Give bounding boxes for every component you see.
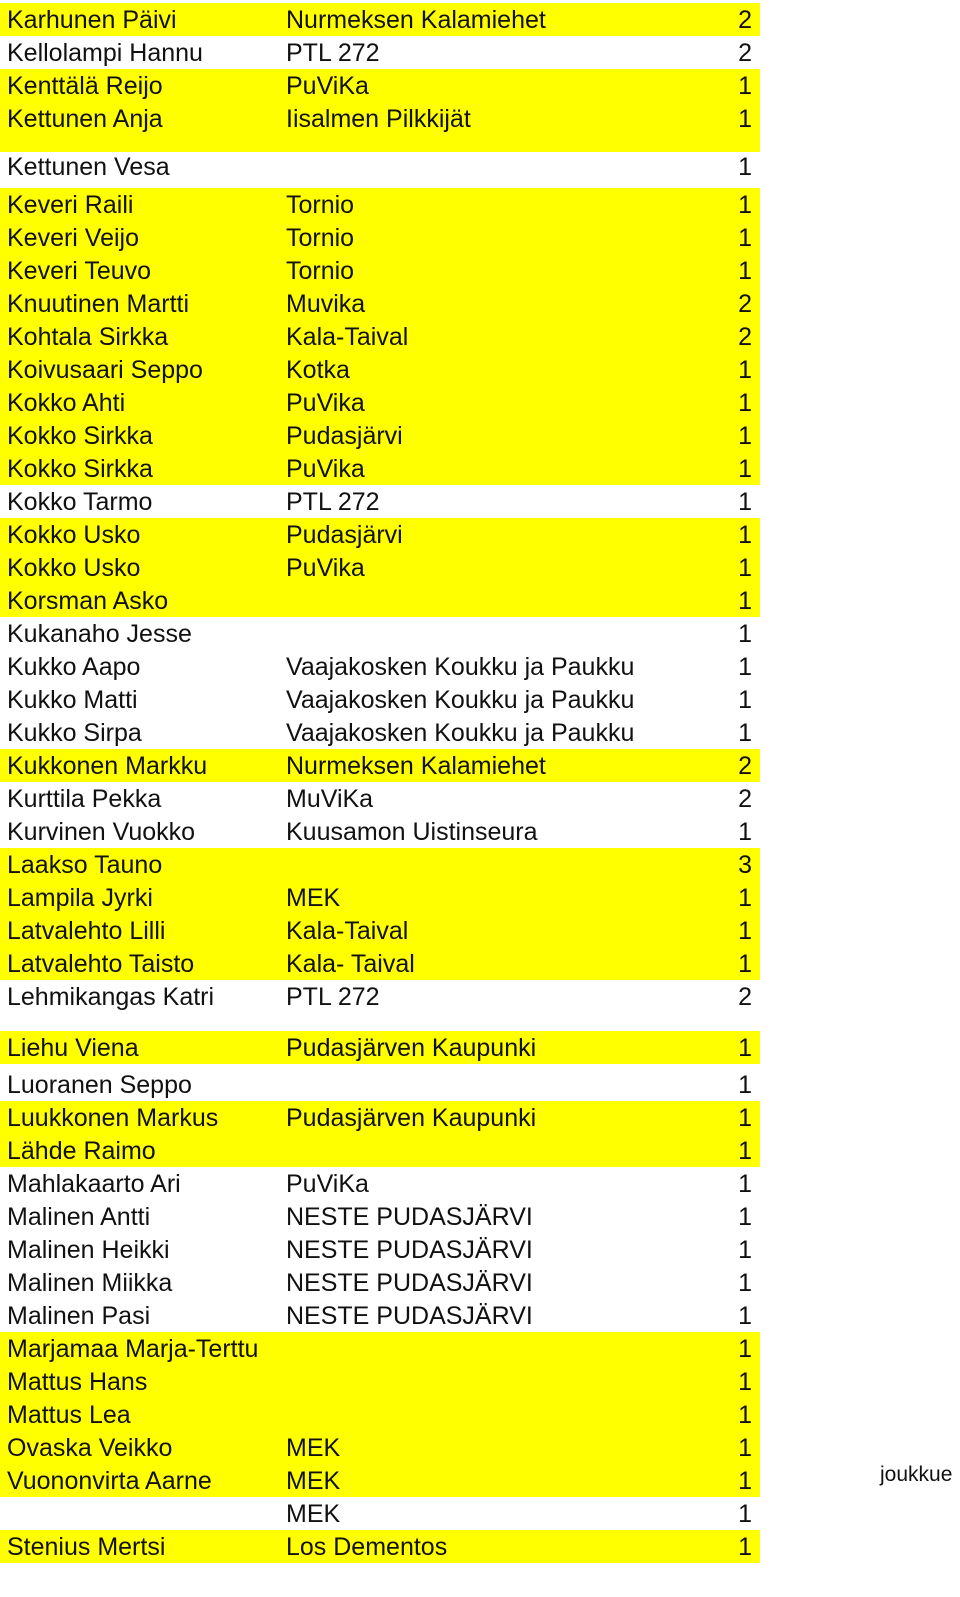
cell-count: 1 [738,1104,752,1132]
table-row [0,1299,760,1332]
side-note: joukkue [880,1463,953,1486]
cell-name: Malinen Miikka [7,1269,173,1297]
table-row [0,1365,760,1398]
cell-club: MEK [286,1467,341,1495]
cell-count: 1 [738,1368,752,1396]
cell-club: Pudasjärven Kaupunki [286,1104,537,1132]
cell-name: Laakso Tauno [7,851,163,879]
cell-name: Kukkonen Markku [7,752,208,780]
cell-count: 1 [738,1533,752,1561]
cell-count: 1 [738,1203,752,1231]
table-row [0,650,760,683]
cell-count: 1 [738,224,752,252]
cell-club: Nurmeksen Kalamiehet [286,6,546,34]
cell-name: Marjamaa Marja-Terttu [7,1335,259,1363]
cell-count: 1 [738,257,752,285]
table-row [0,320,760,353]
cell-name: Kokko Ahti [7,389,126,417]
cell-club: PTL 272 [286,983,380,1011]
cell-club: PuVika [286,455,365,483]
table-row [0,551,760,584]
cell-name: Kukko Sirpa [7,719,142,747]
table-row [0,980,760,1013]
cell-club: Kala-Taival [286,323,409,351]
cell-club: PuVika [286,389,365,417]
cell-name: Luoranen Seppo [7,1071,192,1099]
cell-count: 1 [738,153,752,181]
table-row [0,848,760,881]
cell-name: Ovaska Veikko [7,1434,173,1462]
cell-count: 1 [738,105,752,133]
cell-club: NESTE PUDASJÄRVI [286,1269,533,1297]
cell-name: Kokko Usko [7,554,141,582]
cell-count: 1 [738,488,752,516]
cell-club: PuViKa [286,72,369,100]
cell-count: 1 [738,554,752,582]
cell-club: PuViKa [286,1170,369,1198]
cell-count: 1 [738,917,752,945]
table-row [0,386,760,419]
table-row [0,69,760,102]
cell-count: 1 [738,1335,752,1363]
cell-club: Pudasjärvi [286,422,403,450]
cell-club: PuVika [286,554,365,582]
table-row [0,1167,760,1200]
cell-count: 2 [738,983,752,1011]
cell-name: Korsman Asko [7,587,169,615]
cell-count: 1 [738,1170,752,1198]
cell-count: 1 [738,1236,752,1264]
table-row [0,419,760,452]
cell-name: Kurvinen Vuokko [7,818,196,846]
cell-count: 1 [738,950,752,978]
cell-club: Iisalmen Pilkkijät [286,105,471,133]
cell-club: NESTE PUDASJÄRVI [286,1302,533,1330]
table-row [0,353,760,386]
cell-name: Malinen Pasi [7,1302,151,1330]
table-row [0,188,760,221]
cell-count: 1 [738,1269,752,1297]
cell-count: 2 [738,785,752,813]
cell-count: 2 [738,290,752,318]
cell-name: Lähde Raimo [7,1137,156,1165]
table-row [0,1101,760,1134]
cell-count: 1 [738,389,752,417]
cell-name: Latvalehto Taisto [7,950,195,978]
cell-count: 3 [738,851,752,879]
table-row [0,683,760,716]
table-row [0,287,760,320]
cell-club: Vaajakosken Koukku ja Paukku [286,653,635,681]
cell-name: Malinen Heikki [7,1236,170,1264]
table-row [0,617,760,650]
cell-name: Kokko Sirkka [7,422,153,450]
cell-name: Kokko Sirkka [7,455,153,483]
cell-name: Kukko Aapo [7,653,141,681]
cell-name: Kellolampi Hannu [7,39,203,67]
cell-name: Kettunen Vesa [7,153,170,181]
table-row [0,1497,760,1530]
cell-name: Koivusaari Seppo [7,356,203,384]
cell-name: Keveri Veijo [7,224,140,252]
cell-club: Pudasjärvi [286,521,403,549]
cell-count: 1 [738,455,752,483]
cell-club: PTL 272 [286,39,380,67]
table-row [0,221,760,254]
cell-count: 1 [738,1500,752,1528]
cell-name: Kukanaho Jesse [7,620,192,648]
cell-club: Kotka [286,356,350,384]
cell-count: 2 [738,6,752,34]
cell-club: NESTE PUDASJÄRVI [286,1203,533,1231]
cell-club: MEK [286,884,341,912]
cell-name: Kohtala Sirkka [7,323,169,351]
table-row [0,452,760,485]
table-row [0,1031,760,1064]
cell-count: 1 [738,653,752,681]
table-row [0,716,760,749]
cell-name: Vuononvirta Aarne [7,1467,212,1495]
cell-name: Lampila Jyrki [7,884,153,912]
cell-count: 1 [738,1467,752,1495]
cell-count: 1 [738,1034,752,1062]
table-row [0,1431,760,1464]
table-row [0,518,760,551]
table-row [0,881,760,914]
table-row [0,749,760,782]
cell-name: Kokko Tarmo [7,488,153,516]
cell-club: MuViKa [286,785,374,813]
table-row [0,1530,760,1563]
cell-name: Keveri Raili [7,191,134,219]
table-row [0,782,760,815]
cell-count: 1 [738,72,752,100]
table-row [0,1134,760,1167]
cell-club: Nurmeksen Kalamiehet [286,752,546,780]
cell-count: 2 [738,39,752,67]
table-row [0,1200,760,1233]
table-row [0,1464,760,1497]
cell-club: Los Dementos [286,1533,448,1561]
cell-name: Luukkonen Markus [7,1104,219,1132]
cell-count: 1 [738,818,752,846]
cell-count: 1 [738,719,752,747]
table-row [0,3,760,36]
cell-count: 2 [738,752,752,780]
cell-club: Tornio [286,224,355,252]
table-row [0,914,760,947]
cell-count: 1 [738,356,752,384]
cell-club: Muvika [286,290,366,318]
cell-name: Mattus Hans [7,1368,148,1396]
table-row [0,1332,760,1365]
table-row [0,815,760,848]
cell-name: Liehu Viena [7,1034,139,1062]
cell-count: 2 [738,323,752,351]
table-row [0,36,760,69]
table-row [0,102,760,152]
table-row [0,1266,760,1299]
cell-name: Keveri Teuvo [7,257,152,285]
cell-name: Lehmikangas Katri [7,983,215,1011]
cell-count: 1 [738,521,752,549]
cell-name: Kettunen Anja [7,105,163,133]
cell-count: 1 [738,1401,752,1429]
cell-club: MEK [286,1500,341,1528]
cell-name: Mattus Lea [7,1401,131,1429]
cell-name: Karhunen Päivi [7,6,177,34]
cell-club: PTL 272 [286,488,380,516]
cell-name: Stenius Mertsi [7,1533,166,1561]
cell-count: 1 [738,686,752,714]
cell-name: Mahlakaarto Ari [7,1170,181,1198]
cell-name: Knuutinen Martti [7,290,190,318]
cell-name: Latvalehto Lilli [7,917,166,945]
cell-club: Kala- Taival [286,950,415,978]
cell-club: NESTE PUDASJÄRVI [286,1236,533,1264]
cell-club: Pudasjärven Kaupunki [286,1034,537,1062]
cell-count: 1 [738,620,752,648]
cell-club: Vaajakosken Koukku ja Paukku [286,719,635,747]
cell-club: Kuusamon Uistinseura [286,818,538,846]
cell-club: Vaajakosken Koukku ja Paukku [286,686,635,714]
cell-name: Kukko Matti [7,686,138,714]
cell-club: MEK [286,1434,341,1462]
cell-club: Tornio [286,191,355,219]
cell-count: 1 [738,1137,752,1165]
cell-count: 1 [738,191,752,219]
table-row [0,1233,760,1266]
table-row [0,1398,760,1431]
cell-count: 1 [738,884,752,912]
cell-name: Kenttälä Reijo [7,72,163,100]
cell-count: 1 [738,1434,752,1462]
cell-count: 1 [738,587,752,615]
table-row [0,947,760,980]
cell-club: Kala-Taival [286,917,409,945]
cell-name: Malinen Antti [7,1203,151,1231]
table-row [0,485,760,518]
cell-name: Kokko Usko [7,521,141,549]
cell-count: 1 [738,1071,752,1099]
cell-count: 1 [738,422,752,450]
table-row [0,1068,760,1101]
cell-count: 1 [738,1302,752,1330]
cell-club: Tornio [286,257,355,285]
cell-name: Kurttila Pekka [7,785,162,813]
table-row [0,584,760,617]
table-row [0,150,760,183]
table-row [0,254,760,287]
